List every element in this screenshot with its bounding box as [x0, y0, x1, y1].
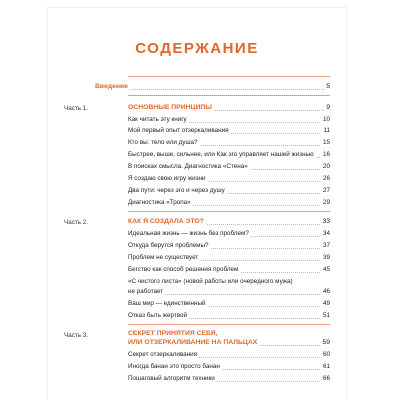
table-of-contents: [48, 8, 346, 400]
toc-entry[interactable]: Пошаговый алгоритм техники 66: [128, 375, 330, 382]
toc-part-heading[interactable]: [128, 330, 330, 338]
toc-entry[interactable]: Диагностика «Тропа» 29: [128, 199, 330, 206]
section-divider: [128, 324, 330, 325]
section-divider: [128, 76, 330, 77]
toc-entry-text: ИЛИ ОТЗЕРКАЛИВАНИЕ НА ПАЛЬЦАХ: [128, 339, 258, 346]
page-title: СОДЕРЖАНИЕ: [135, 40, 259, 57]
toc-part-heading-line2[interactable]: [128, 339, 330, 347]
toc-entry[interactable]: Кто вы: тело или душа? 15: [128, 139, 330, 146]
toc-entry-text: Введение: [95, 83, 128, 90]
toc-entry[interactable]: Отказ быть жертвой 51: [128, 312, 330, 319]
toc-part-heading[interactable]: [128, 218, 330, 226]
toc-entry[interactable]: Ваш мир — единственный 49: [128, 300, 330, 307]
toc-entry[interactable]: Два пути: через эго и через душу 27: [128, 187, 330, 194]
toc-entry[interactable]: Быстрее, выше, сильнее, или Как эго управляет нашей жизнью 16: [128, 151, 330, 158]
section-divider: [128, 211, 330, 212]
toc-entry[interactable]: Откуда берутся проблемы? 37: [128, 242, 330, 249]
toc-entry[interactable]: Проблем не существует 39: [128, 254, 330, 261]
toc-entry[interactable]: Идеальная жизнь — жизнь без проблем? 34: [128, 230, 330, 237]
toc-part-heading[interactable]: [128, 104, 330, 112]
part-label: Часть 3.: [64, 332, 89, 339]
toc-entry[interactable]: Секрет отзеркаливания 60: [128, 351, 330, 358]
book-page: [48, 8, 346, 400]
toc-entry-page: 33: [322, 218, 330, 225]
toc-entry-page: 5: [326, 83, 330, 90]
toc-entry[interactable]: «С чистого листа» (новой работы или очередного мужа): [128, 278, 293, 285]
part-label: Часть 2.: [64, 219, 89, 226]
part-label: Часть 1.: [64, 105, 89, 112]
toc-entry[interactable]: Иногда банан это просто банан 61: [128, 363, 330, 370]
toc-entry[interactable]: Как читать эту книгу 10: [128, 116, 330, 123]
toc-entry-page: 59: [322, 339, 330, 346]
toc-entry[interactable]: Я создаю свою игру жизни 26: [128, 175, 330, 182]
toc-entry-text: ОСНОВНЫЕ ПРИНЦИПЫ: [128, 104, 212, 111]
toc-entry-intro[interactable]: [95, 83, 330, 91]
toc-entry-page: 9: [326, 104, 330, 111]
toc-entry-text: СЕКРЕТ ПРИНЯТИЯ СЕБЯ,: [128, 330, 218, 337]
section-divider: [128, 95, 330, 96]
toc-entry[interactable]: В поисках смысла. Диагностика «Стена» 20: [128, 163, 330, 170]
toc-entry-text: КАК Я СОЗДАЛА ЭТО?: [128, 218, 204, 225]
toc-entry[interactable]: Бегство как способ решения проблем 45: [128, 266, 330, 273]
toc-entry[interactable]: Мой первый опыт отзеркаливания 11: [128, 127, 330, 134]
toc-entry[interactable]: не работает 46: [128, 288, 330, 295]
